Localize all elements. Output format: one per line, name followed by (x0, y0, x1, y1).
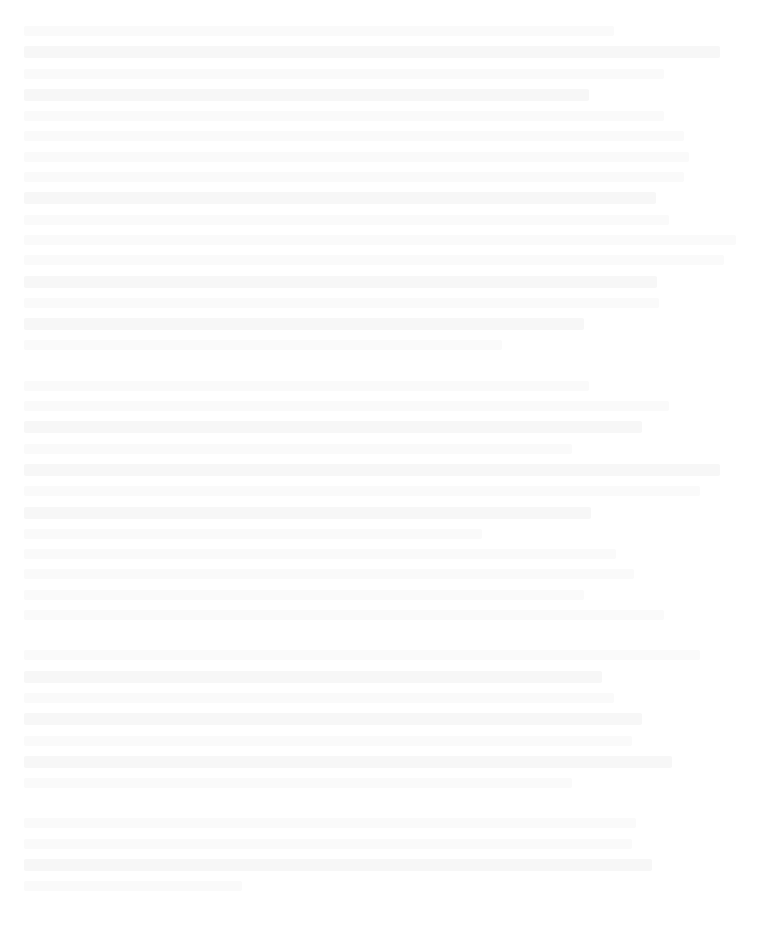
text-line (24, 89, 589, 101)
text-line (24, 255, 724, 265)
text-line (24, 818, 636, 828)
text-line (24, 693, 614, 703)
text-line (24, 421, 642, 433)
text-line (24, 778, 572, 788)
text-line (24, 401, 669, 411)
text-line (24, 756, 672, 768)
paragraph-4 (24, 818, 736, 891)
text-line (24, 671, 602, 683)
text-line (24, 318, 584, 330)
text-line (24, 859, 652, 871)
text-line (24, 69, 664, 79)
faint-text-block (24, 26, 736, 902)
text-line (24, 713, 642, 725)
text-line (24, 529, 482, 539)
text-line (24, 215, 669, 225)
text-line (24, 172, 684, 182)
text-line (24, 26, 614, 36)
text-line (24, 131, 684, 141)
text-line (24, 111, 664, 121)
text-line (24, 46, 720, 58)
text-line (24, 298, 659, 308)
text-line (24, 736, 632, 746)
text-line (24, 590, 584, 600)
paragraph-2 (24, 381, 736, 620)
text-line (24, 235, 736, 245)
text-line (24, 569, 634, 579)
text-line (24, 650, 700, 660)
text-line (24, 152, 689, 162)
text-line (24, 192, 656, 204)
text-line (24, 381, 589, 391)
text-line (24, 610, 664, 620)
paragraph-3 (24, 650, 736, 788)
paragraph-1 (24, 26, 736, 350)
text-line (24, 507, 591, 519)
text-line (24, 340, 502, 350)
text-line (24, 549, 616, 559)
text-line (24, 444, 572, 454)
text-line (24, 839, 632, 849)
text-line (24, 464, 720, 476)
text-line (24, 276, 657, 288)
text-line (24, 881, 242, 891)
text-line (24, 486, 700, 496)
